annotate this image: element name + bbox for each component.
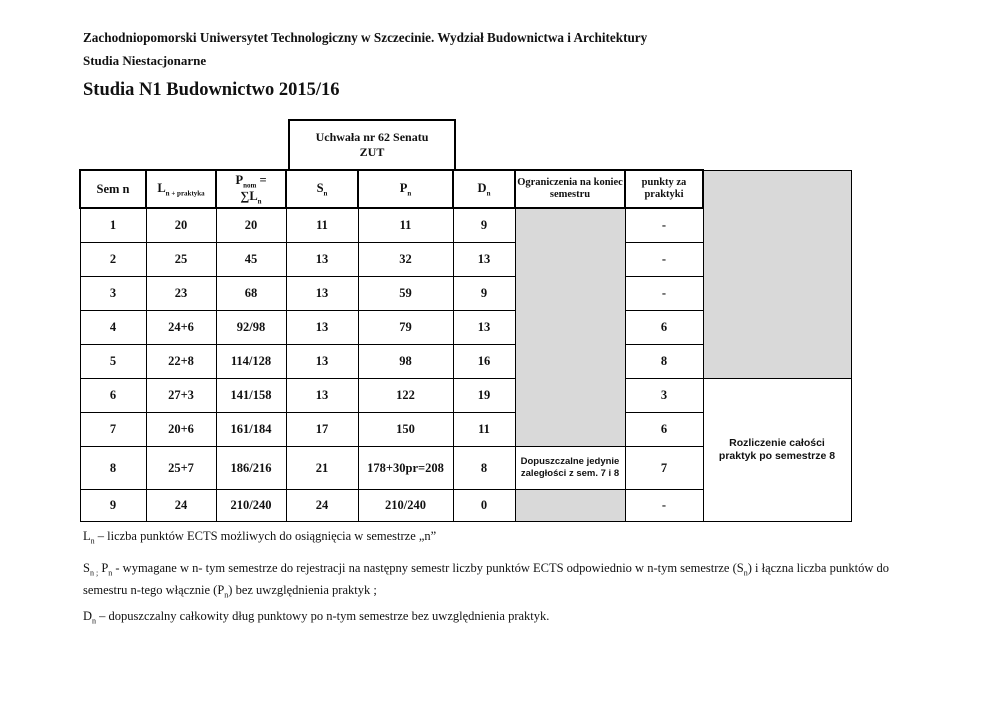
cell-sn: 13 [286, 277, 358, 311]
cell-practice-points: - [625, 490, 703, 522]
cell-sn: 11 [286, 208, 358, 243]
cell-pnom: 45 [216, 243, 286, 277]
cell-pnom: 68 [216, 277, 286, 311]
cell-ln: 23 [146, 277, 216, 311]
cell-pnom: 186/216 [216, 447, 286, 490]
cell-pnom: 92/98 [216, 311, 286, 345]
cell-pn: 122 [358, 379, 453, 413]
cell-dn: 9 [453, 208, 515, 243]
cell-sn: 13 [286, 379, 358, 413]
header-pn: $P_n$ [358, 170, 453, 208]
cell-ln: 24+6 [146, 311, 216, 345]
cell-sn: 24 [286, 490, 358, 522]
cell-sem: 8 [80, 447, 146, 490]
cell-sem: 6 [80, 379, 146, 413]
university-heading: Zachodniopomorski Uniwersytet Technologiczny w Szczecinie. Wydział Budownictwa i Architektury [83, 30, 648, 45]
cell-pn: 150 [358, 413, 453, 447]
cell-dn: 16 [453, 345, 515, 379]
cell-sn: 13 [286, 311, 358, 345]
header-sn: $S_n$ [286, 170, 358, 208]
cell-ln: 24 [146, 490, 216, 522]
header-pnom: $P_{nom}$ = $\sum L_n$ [216, 170, 286, 208]
cell-practice-points: 6 [625, 311, 703, 345]
cell-pn: 178+30pr=208 [358, 447, 453, 490]
cell-practice-points: 7 [625, 447, 703, 490]
cell-dn: 0 [453, 490, 515, 522]
note-sn-pn: $S_{n ;}$ $P_n$ - wymagane w n- tym semestrze do rejestracji na następny semestr liczby punktów ECTS odpowiednio w n-tym semestrze $(S_n)$ i łączna liczba punktów do semestru n-tego włącznie $(P_n)$ bez uwzględnienia praktyk ; [83, 561, 889, 599]
cell-dn: 19 [453, 379, 515, 413]
cell-pn: 79 [358, 311, 453, 345]
cell-sn: 21 [286, 447, 358, 490]
note-ln: $L_n$ – liczba punktów ECTS możliwych do osiągnięcia w semestrze „n” [83, 529, 437, 546]
header-sem: Sem n [80, 170, 146, 208]
limit-sem8-cell: Dopuszczalne jedynie zaległości z sem. 7 i 8 [515, 447, 625, 490]
cell-pnom: 161/184 [216, 413, 286, 447]
header-limits: Ograniczenia na koniec semestru [515, 170, 625, 208]
cell-ln: 22+8 [146, 345, 216, 379]
cell-pnom: 114/128 [216, 345, 286, 379]
resolution-box [288, 119, 456, 169]
cell-pnom: 210/240 [216, 490, 286, 522]
cell-sem: 5 [80, 345, 146, 379]
header-dn: $D_n$ [453, 170, 515, 208]
cell-sn: 17 [286, 413, 358, 447]
cell-practice-points: - [625, 277, 703, 311]
resolution-label: Uchwała nr 62 Senatu ZUT [315, 130, 429, 159]
cell-pn: 32 [358, 243, 453, 277]
cell-sem: 9 [80, 490, 146, 522]
cell-dn: 13 [453, 243, 515, 277]
cell-pn: 98 [358, 345, 453, 379]
cell-pn: 59 [358, 277, 453, 311]
limits-gray-cell-9 [515, 490, 625, 522]
cell-pnom: 20 [216, 208, 286, 243]
cell-dn: 8 [453, 447, 515, 490]
cell-ln: 25+7 [146, 447, 216, 490]
cell-practice-points: 6 [625, 413, 703, 447]
cell-dn: 11 [453, 413, 515, 447]
note-dn: $D_n$ – dopuszczalny całkowity dług punktowy po n-tym semestrze bez uwzględnienia praktyk. [83, 609, 550, 626]
cell-ln: 25 [146, 243, 216, 277]
table-row [80, 379, 851, 413]
cell-ln: 27+3 [146, 379, 216, 413]
cell-sn: 13 [286, 243, 358, 277]
cell-pn: 210/240 [358, 490, 453, 522]
table-header-row [80, 170, 851, 208]
study-mode-heading: Studia Niestacjonarne [83, 53, 207, 68]
cell-pnom: 141/158 [216, 379, 286, 413]
gray-empty-cell [703, 170, 851, 379]
cell-ln: 20+6 [146, 413, 216, 447]
limits-gray-cell [515, 208, 625, 447]
cell-practice-points: - [625, 208, 703, 243]
cell-sem: 2 [80, 243, 146, 277]
cell-ln: 20 [146, 208, 216, 243]
page-title: Studia N1 Budownictwo 2015/16 [83, 80, 340, 100]
cell-sn: 13 [286, 345, 358, 379]
header-practice-points: punkty za praktyki [625, 170, 703, 208]
header-ln: $L_{n + praktyka}$ [146, 170, 216, 208]
cell-dn: 13 [453, 311, 515, 345]
cell-sem: 7 [80, 413, 146, 447]
cell-practice-points: - [625, 243, 703, 277]
credits-table [79, 169, 852, 522]
cell-dn: 9 [453, 277, 515, 311]
cell-practice-points: 8 [625, 345, 703, 379]
cell-pn: 11 [358, 208, 453, 243]
cell-sem: 3 [80, 277, 146, 311]
cell-practice-points: 3 [625, 379, 703, 413]
settlement-cell: Rozliczenie całości praktyk po semestrze 8 [703, 379, 851, 522]
cell-sem: 4 [80, 311, 146, 345]
cell-sem: 1 [80, 208, 146, 243]
